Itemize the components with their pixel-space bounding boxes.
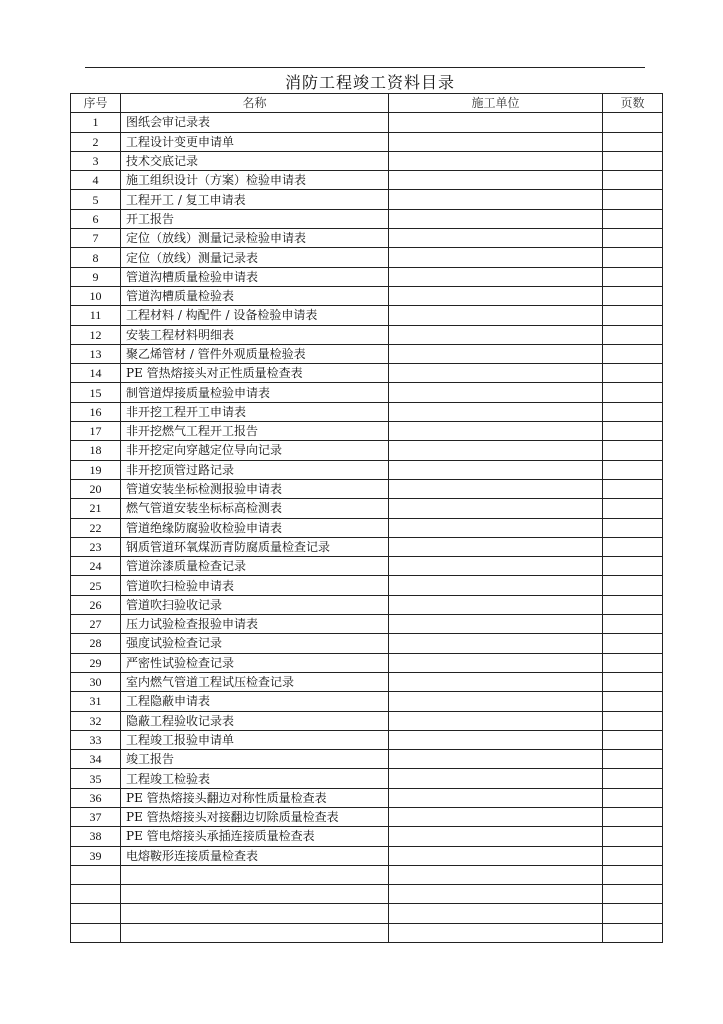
row-name: 施工组织设计（方案）检验申请表 xyxy=(121,171,389,190)
row-number xyxy=(71,923,121,942)
row-contractor xyxy=(389,750,603,769)
row-pages xyxy=(603,865,663,884)
row-pages xyxy=(603,460,663,479)
table-row xyxy=(71,730,663,749)
row-number: 12 xyxy=(71,325,121,344)
row-pages xyxy=(603,209,663,228)
row-name: 技术交底记录 xyxy=(121,151,389,170)
row-contractor xyxy=(389,518,603,537)
table-row xyxy=(71,576,663,595)
row-pages xyxy=(603,171,663,190)
row-contractor xyxy=(389,634,603,653)
row-number: 22 xyxy=(71,518,121,537)
table-row xyxy=(71,557,663,576)
row-number: 32 xyxy=(71,711,121,730)
row-name: PE 管热熔接头翻边对称性质量检查表 xyxy=(121,788,389,807)
table-row xyxy=(71,364,663,383)
row-name: 工程隐蔽申请表 xyxy=(121,692,389,711)
row-name: 严密性试验检查记录 xyxy=(121,653,389,672)
row-name: 工程开工 / 复工申请表 xyxy=(121,190,389,209)
table-row xyxy=(71,518,663,537)
row-name: PE 管热熔接头对正性质量检查表 xyxy=(121,364,389,383)
row-pages xyxy=(603,750,663,769)
header-rule xyxy=(85,67,645,68)
table-row xyxy=(71,653,663,672)
row-number: 11 xyxy=(71,306,121,325)
table-row xyxy=(71,479,663,498)
row-contractor xyxy=(389,190,603,209)
row-contractor xyxy=(389,576,603,595)
row-name: 管道涂漆质量检查记录 xyxy=(121,557,389,576)
row-number: 24 xyxy=(71,557,121,576)
row-contractor xyxy=(389,788,603,807)
row-contractor xyxy=(389,595,603,614)
table-row xyxy=(71,248,663,267)
row-contractor xyxy=(389,306,603,325)
row-name: 室内燃气管道工程试压检查记录 xyxy=(121,672,389,691)
row-pages xyxy=(603,229,663,248)
row-pages xyxy=(603,885,663,904)
row-number: 28 xyxy=(71,634,121,653)
row-contractor xyxy=(389,827,603,846)
row-contractor xyxy=(389,229,603,248)
row-name: 开工报告 xyxy=(121,209,389,228)
row-number: 3 xyxy=(71,151,121,170)
row-name: 管道吹扫验收记录 xyxy=(121,595,389,614)
row-name: 非开挖燃气工程开工报告 xyxy=(121,422,389,441)
row-contractor xyxy=(389,885,603,904)
row-pages xyxy=(603,383,663,402)
row-contractor xyxy=(389,383,603,402)
row-contractor xyxy=(389,807,603,826)
row-name: 工程设计变更申请单 xyxy=(121,132,389,151)
row-name: PE 管电熔接头承插连接质量检查表 xyxy=(121,827,389,846)
table-row xyxy=(71,113,663,132)
row-pages xyxy=(603,190,663,209)
table-row xyxy=(71,923,663,942)
table-row xyxy=(71,537,663,556)
row-contractor xyxy=(389,267,603,286)
document-title: 消防工程竣工资料目录 xyxy=(284,73,455,92)
row-number: 26 xyxy=(71,595,121,614)
row-name: 强度试验检查记录 xyxy=(121,634,389,653)
table-row xyxy=(71,672,663,691)
table-row xyxy=(71,209,663,228)
row-name: 管道沟槽质量检验表 xyxy=(121,286,389,305)
row-number: 36 xyxy=(71,788,121,807)
row-name: PE 管热熔接头对接翻边切除质量检查表 xyxy=(121,807,389,826)
row-pages xyxy=(603,441,663,460)
row-contractor xyxy=(389,113,603,132)
header-pages: 页数 xyxy=(603,94,663,113)
row-name xyxy=(121,904,389,923)
row-number: 13 xyxy=(71,344,121,363)
row-contractor xyxy=(389,672,603,691)
row-contractor xyxy=(389,460,603,479)
row-name: 工程竣工报验申请单 xyxy=(121,730,389,749)
row-pages xyxy=(603,344,663,363)
row-contractor xyxy=(389,730,603,749)
row-contractor xyxy=(389,904,603,923)
row-pages xyxy=(603,557,663,576)
row-name: 燃气管道安装坐标标高检测表 xyxy=(121,499,389,518)
table-row xyxy=(71,229,663,248)
table-row xyxy=(71,807,663,826)
row-contractor xyxy=(389,499,603,518)
row-name: 非开挖工程开工申请表 xyxy=(121,402,389,421)
table-row xyxy=(71,441,663,460)
row-pages xyxy=(603,113,663,132)
row-number: 16 xyxy=(71,402,121,421)
table-row xyxy=(71,306,663,325)
row-name: 非开挖顶管过路记录 xyxy=(121,460,389,479)
row-pages xyxy=(603,788,663,807)
table-row xyxy=(71,132,663,151)
row-number: 1 xyxy=(71,113,121,132)
row-pages xyxy=(603,267,663,286)
row-number xyxy=(71,885,121,904)
row-number: 9 xyxy=(71,267,121,286)
table-row xyxy=(71,499,663,518)
row-number: 14 xyxy=(71,364,121,383)
row-pages xyxy=(603,846,663,865)
row-pages xyxy=(603,615,663,634)
table-row xyxy=(71,788,663,807)
row-pages xyxy=(603,151,663,170)
table-row xyxy=(71,595,663,614)
row-contractor xyxy=(389,364,603,383)
row-name: 定位（放线）测量记录表 xyxy=(121,248,389,267)
row-number: 5 xyxy=(71,190,121,209)
table-row xyxy=(71,634,663,653)
row-name: 安装工程材料明细表 xyxy=(121,325,389,344)
table-row xyxy=(71,615,663,634)
row-pages xyxy=(603,595,663,614)
row-name: 隐蔽工程验收记录表 xyxy=(121,711,389,730)
row-pages xyxy=(603,711,663,730)
row-name: 电熔鞍形连接质量检查表 xyxy=(121,846,389,865)
row-number: 27 xyxy=(71,615,121,634)
row-contractor xyxy=(389,923,603,942)
row-number: 18 xyxy=(71,441,121,460)
row-number: 25 xyxy=(71,576,121,595)
row-contractor xyxy=(389,171,603,190)
row-contractor xyxy=(389,151,603,170)
row-pages xyxy=(603,672,663,691)
row-pages xyxy=(603,807,663,826)
row-number: 20 xyxy=(71,479,121,498)
row-pages xyxy=(603,518,663,537)
table-row xyxy=(71,422,663,441)
row-number: 33 xyxy=(71,730,121,749)
table-row xyxy=(71,904,663,923)
table-row xyxy=(71,267,663,286)
table-row xyxy=(71,151,663,170)
row-pages xyxy=(603,422,663,441)
row-name xyxy=(121,865,389,884)
row-contractor xyxy=(389,248,603,267)
row-contractor xyxy=(389,537,603,556)
header-name: 名称 xyxy=(121,94,389,113)
row-contractor xyxy=(389,711,603,730)
row-pages xyxy=(603,537,663,556)
row-number xyxy=(71,904,121,923)
row-name: 管道安装坐标检测报验申请表 xyxy=(121,479,389,498)
row-name: 工程竣工检验表 xyxy=(121,769,389,788)
row-name: 聚乙烯管材 / 管件外观质量检验表 xyxy=(121,344,389,363)
row-pages xyxy=(603,634,663,653)
table-row xyxy=(71,846,663,865)
table-row xyxy=(71,325,663,344)
header-contractor: 施工单位 xyxy=(389,94,603,113)
row-pages xyxy=(603,730,663,749)
catalog-table xyxy=(70,93,663,943)
table-row xyxy=(71,402,663,421)
table-row xyxy=(71,286,663,305)
row-number: 10 xyxy=(71,286,121,305)
row-number: 7 xyxy=(71,229,121,248)
row-contractor xyxy=(389,132,603,151)
row-contractor xyxy=(389,692,603,711)
row-name: 压力试验检查报验申请表 xyxy=(121,615,389,634)
row-contractor xyxy=(389,209,603,228)
row-pages xyxy=(603,576,663,595)
row-number: 15 xyxy=(71,383,121,402)
table-row xyxy=(71,460,663,479)
row-name: 管道吹扫检验申请表 xyxy=(121,576,389,595)
row-contractor xyxy=(389,325,603,344)
row-pages xyxy=(603,325,663,344)
row-number: 2 xyxy=(71,132,121,151)
row-pages xyxy=(603,923,663,942)
table-row xyxy=(71,190,663,209)
table-row xyxy=(71,865,663,884)
row-number: 30 xyxy=(71,672,121,691)
row-pages xyxy=(603,306,663,325)
row-name: 工程材料 / 构配件 / 设备检验申请表 xyxy=(121,306,389,325)
row-contractor xyxy=(389,557,603,576)
row-pages xyxy=(603,653,663,672)
row-contractor xyxy=(389,344,603,363)
row-name: 非开挖定向穿越定位导向记录 xyxy=(121,441,389,460)
row-number: 21 xyxy=(71,499,121,518)
row-number: 23 xyxy=(71,537,121,556)
row-number: 37 xyxy=(71,807,121,826)
row-pages xyxy=(603,499,663,518)
row-contractor xyxy=(389,865,603,884)
table-row xyxy=(71,885,663,904)
row-pages xyxy=(603,479,663,498)
table-row xyxy=(71,383,663,402)
row-name: 管道绝缘防腐验收检验申请表 xyxy=(121,518,389,537)
row-name: 制管道焊接质量检验申请表 xyxy=(121,383,389,402)
table-row xyxy=(71,711,663,730)
row-number: 29 xyxy=(71,653,121,672)
row-name: 竣工报告 xyxy=(121,750,389,769)
row-pages xyxy=(603,827,663,846)
row-name xyxy=(121,923,389,942)
row-pages xyxy=(603,692,663,711)
row-pages xyxy=(603,364,663,383)
table-row xyxy=(71,750,663,769)
row-number xyxy=(71,865,121,884)
row-pages xyxy=(603,286,663,305)
row-contractor xyxy=(389,441,603,460)
header-no: 序号 xyxy=(71,94,121,113)
row-name: 管道沟槽质量检验申请表 xyxy=(121,267,389,286)
row-number: 39 xyxy=(71,846,121,865)
row-contractor xyxy=(389,402,603,421)
table-row xyxy=(71,827,663,846)
row-contractor xyxy=(389,615,603,634)
row-number: 34 xyxy=(71,750,121,769)
table-row xyxy=(71,769,663,788)
row-pages xyxy=(603,132,663,151)
row-number: 31 xyxy=(71,692,121,711)
row-contractor xyxy=(389,479,603,498)
row-number: 17 xyxy=(71,422,121,441)
row-pages xyxy=(603,402,663,421)
table-row xyxy=(71,171,663,190)
row-number: 35 xyxy=(71,769,121,788)
row-number: 19 xyxy=(71,460,121,479)
row-number: 6 xyxy=(71,209,121,228)
row-contractor xyxy=(389,846,603,865)
row-number: 8 xyxy=(71,248,121,267)
row-number: 38 xyxy=(71,827,121,846)
row-contractor xyxy=(389,422,603,441)
table-row xyxy=(71,692,663,711)
row-contractor xyxy=(389,286,603,305)
row-contractor xyxy=(389,769,603,788)
row-pages xyxy=(603,769,663,788)
row-pages xyxy=(603,248,663,267)
row-name: 钢质管道环氧煤沥青防腐质量检查记录 xyxy=(121,537,389,556)
row-name: 图纸会审记录表 xyxy=(121,113,389,132)
table-header-row xyxy=(71,94,663,113)
table-row xyxy=(71,344,663,363)
row-name xyxy=(121,885,389,904)
row-contractor xyxy=(389,653,603,672)
row-pages xyxy=(603,904,663,923)
row-number: 4 xyxy=(71,171,121,190)
row-name: 定位（放线）测量记录检验申请表 xyxy=(121,229,389,248)
